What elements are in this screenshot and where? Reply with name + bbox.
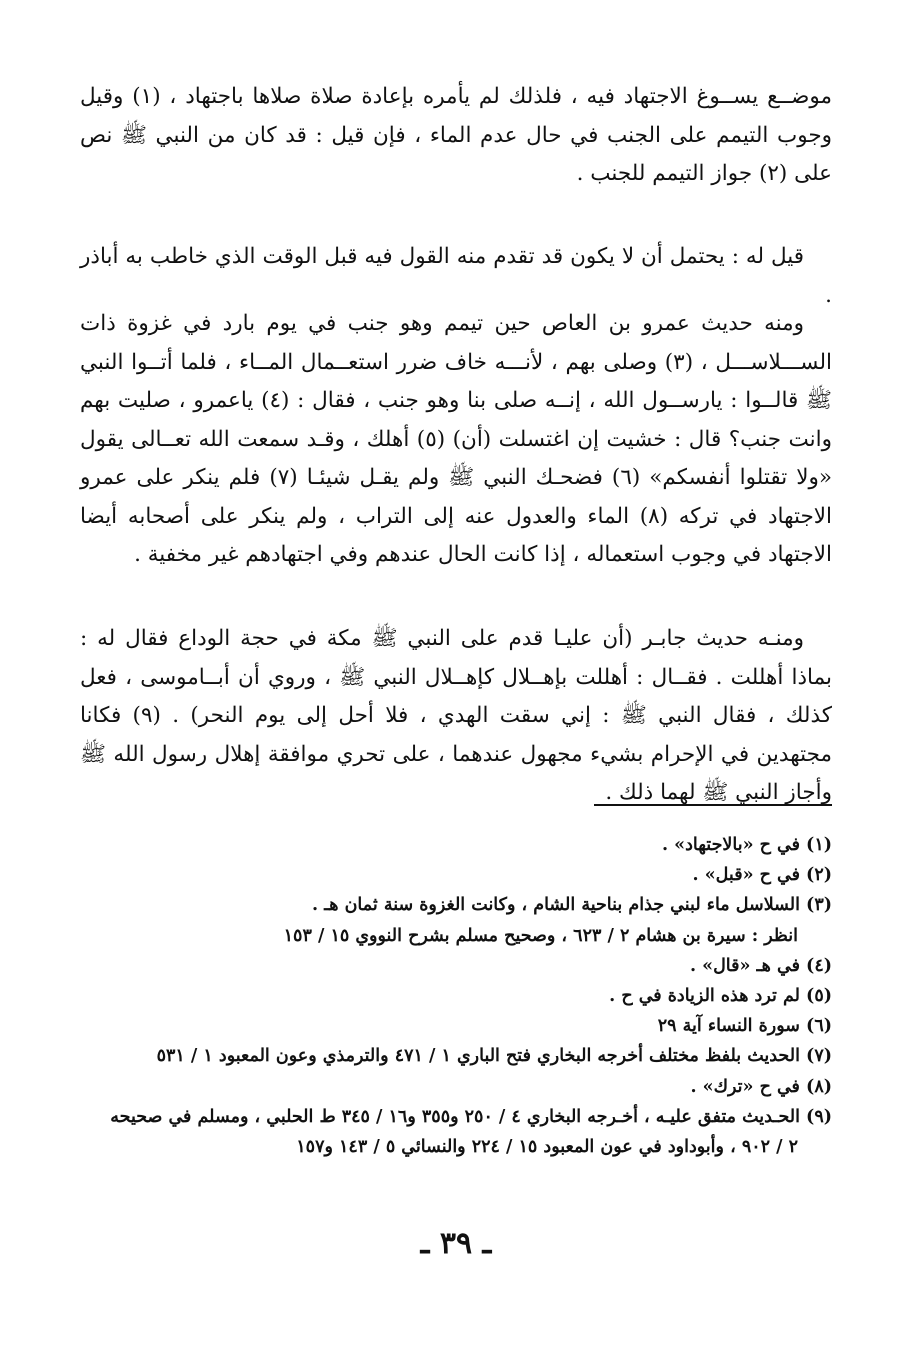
footnote-2: (٢) في ح «قبل» . (692, 865, 832, 886)
footnote-8: (٨) في ح «ترك» . (690, 1076, 832, 1097)
footnote-1: (١) في ح «بالاجتهاد» . (661, 835, 832, 855)
footnote-3: (٣) السلاسل ماء لبني جذام بناحية الشام ، وكانت الغزوة سنة ثمان هـ . (311, 895, 832, 916)
footnote-9: (٩) الحـديث متفق عليـه ، أخـرجه البخاري ٤ / ٢٥٠ و٣٥٥ و١٦ / ٣٤٥ ط الحلبي ، ومسلم في صحيحه (110, 1106, 832, 1127)
paragraph-2: قيل له : يحتمل أن لا يكون قد تقدم منه القول فيه قبل الوقت الذي خاطب به أباذر . (80, 244, 832, 308)
footnote-3-continued: انظر : سيرة بن هشام ٢ / ٦٢٣ ، وصحيح مسلم بشرح النووي ١٥ / ١٥٣ (283, 925, 798, 946)
footnote-4: (٤) في هـ «قال» . (689, 955, 832, 976)
footnote-9-continued: ٢ / ٩٠٢ ، وأبوداود في عون المعبود ١٥ / ٢٢٤ والنسائي ٥ / ١٤٣ و١٥٧ (296, 1137, 798, 1158)
footnote-6: (٦) سورة النساء آية ٢٩ (657, 1016, 832, 1037)
paragraph-3: ومنه حديث عمرو بن العاص حين تيمم وهو جنب في يوم بارد في غزوة ذات الســـلاســـل ، (٣) وصلى بهم ، لأنـــه خاف ضرر استعــمال المــاء ، فلما أتــوا النبي ﷺ قالــوا : يارســول الله ، إنــه صلى بنا وهو جنب ، فقال : (٤) ياعمرو ، صليت بهم وانت جنب؟ قال : خشيت إن اغتسلت (أن) (٥) أهلك ، وقـد سمعت الله تعــالى يقول «ولا تقتلوا أنفسكم» (٦) فضحـك النبي ﷺ ولم يقـل شيئـا (٧) فلم ينكر على عمرو الاجتهاد في تركه (٨) الماء والعدول عنه إلى التراب ، ولم ينكر على أصحابه أيضا الاجتهاد في وجوب استعماله ، إذا كانت الحال عندهم وفي اجتهادهم غير مخفية . (80, 311, 833, 567)
paragraph-4: ومنـه حديث جابـر (أن عليـا قدم على النبي ﷺ مكة في حجة الوداع فقال له : بماذا أهللت . فقــال : أهللت بإهــلال كإهــلال النبي ﷺ ، وروي أن أبــاموسى ، فعل كذلك ، فقال النبي ﷺ : إني سقت الهدي ، فلا أحل إلى يوم النحر) . (٩) فكانا مجتهدين في الإحرام بشيء مجهول عندهما ، على تحري موافقة إهلال رسول الله ﷺ وأجاز النبي ﷺ لهما ذلك . (80, 626, 832, 805)
footnotes (80, 830, 832, 1162)
paragraph-1: موضــع يســوغ الاجتهاد فيه ، فلذلك لم يأمره بإعادة صلاة صلاها باجتهاد ، (١) وقيل وجوب التيمم على الجنب في حال عدم الماء ، فإن قيل : قد كان من النبي ﷺ نص على (٢) جواز التيمم للجنب . (80, 84, 832, 186)
footnote-separator (594, 804, 832, 806)
footnote-5: (٥) لم ترد هذه الزيادة في ح . (609, 986, 832, 1007)
footnote-7: (٧) الحديث بلفظ مختلف أخرجه البخاري فتح الباري ١ / ٤٧١ والترمذي وعون المعبود ١ / ٥٣١ (156, 1046, 832, 1067)
document-page (80, 78, 832, 1358)
page-number: ـ ٣٩ ـ (420, 1226, 492, 1261)
